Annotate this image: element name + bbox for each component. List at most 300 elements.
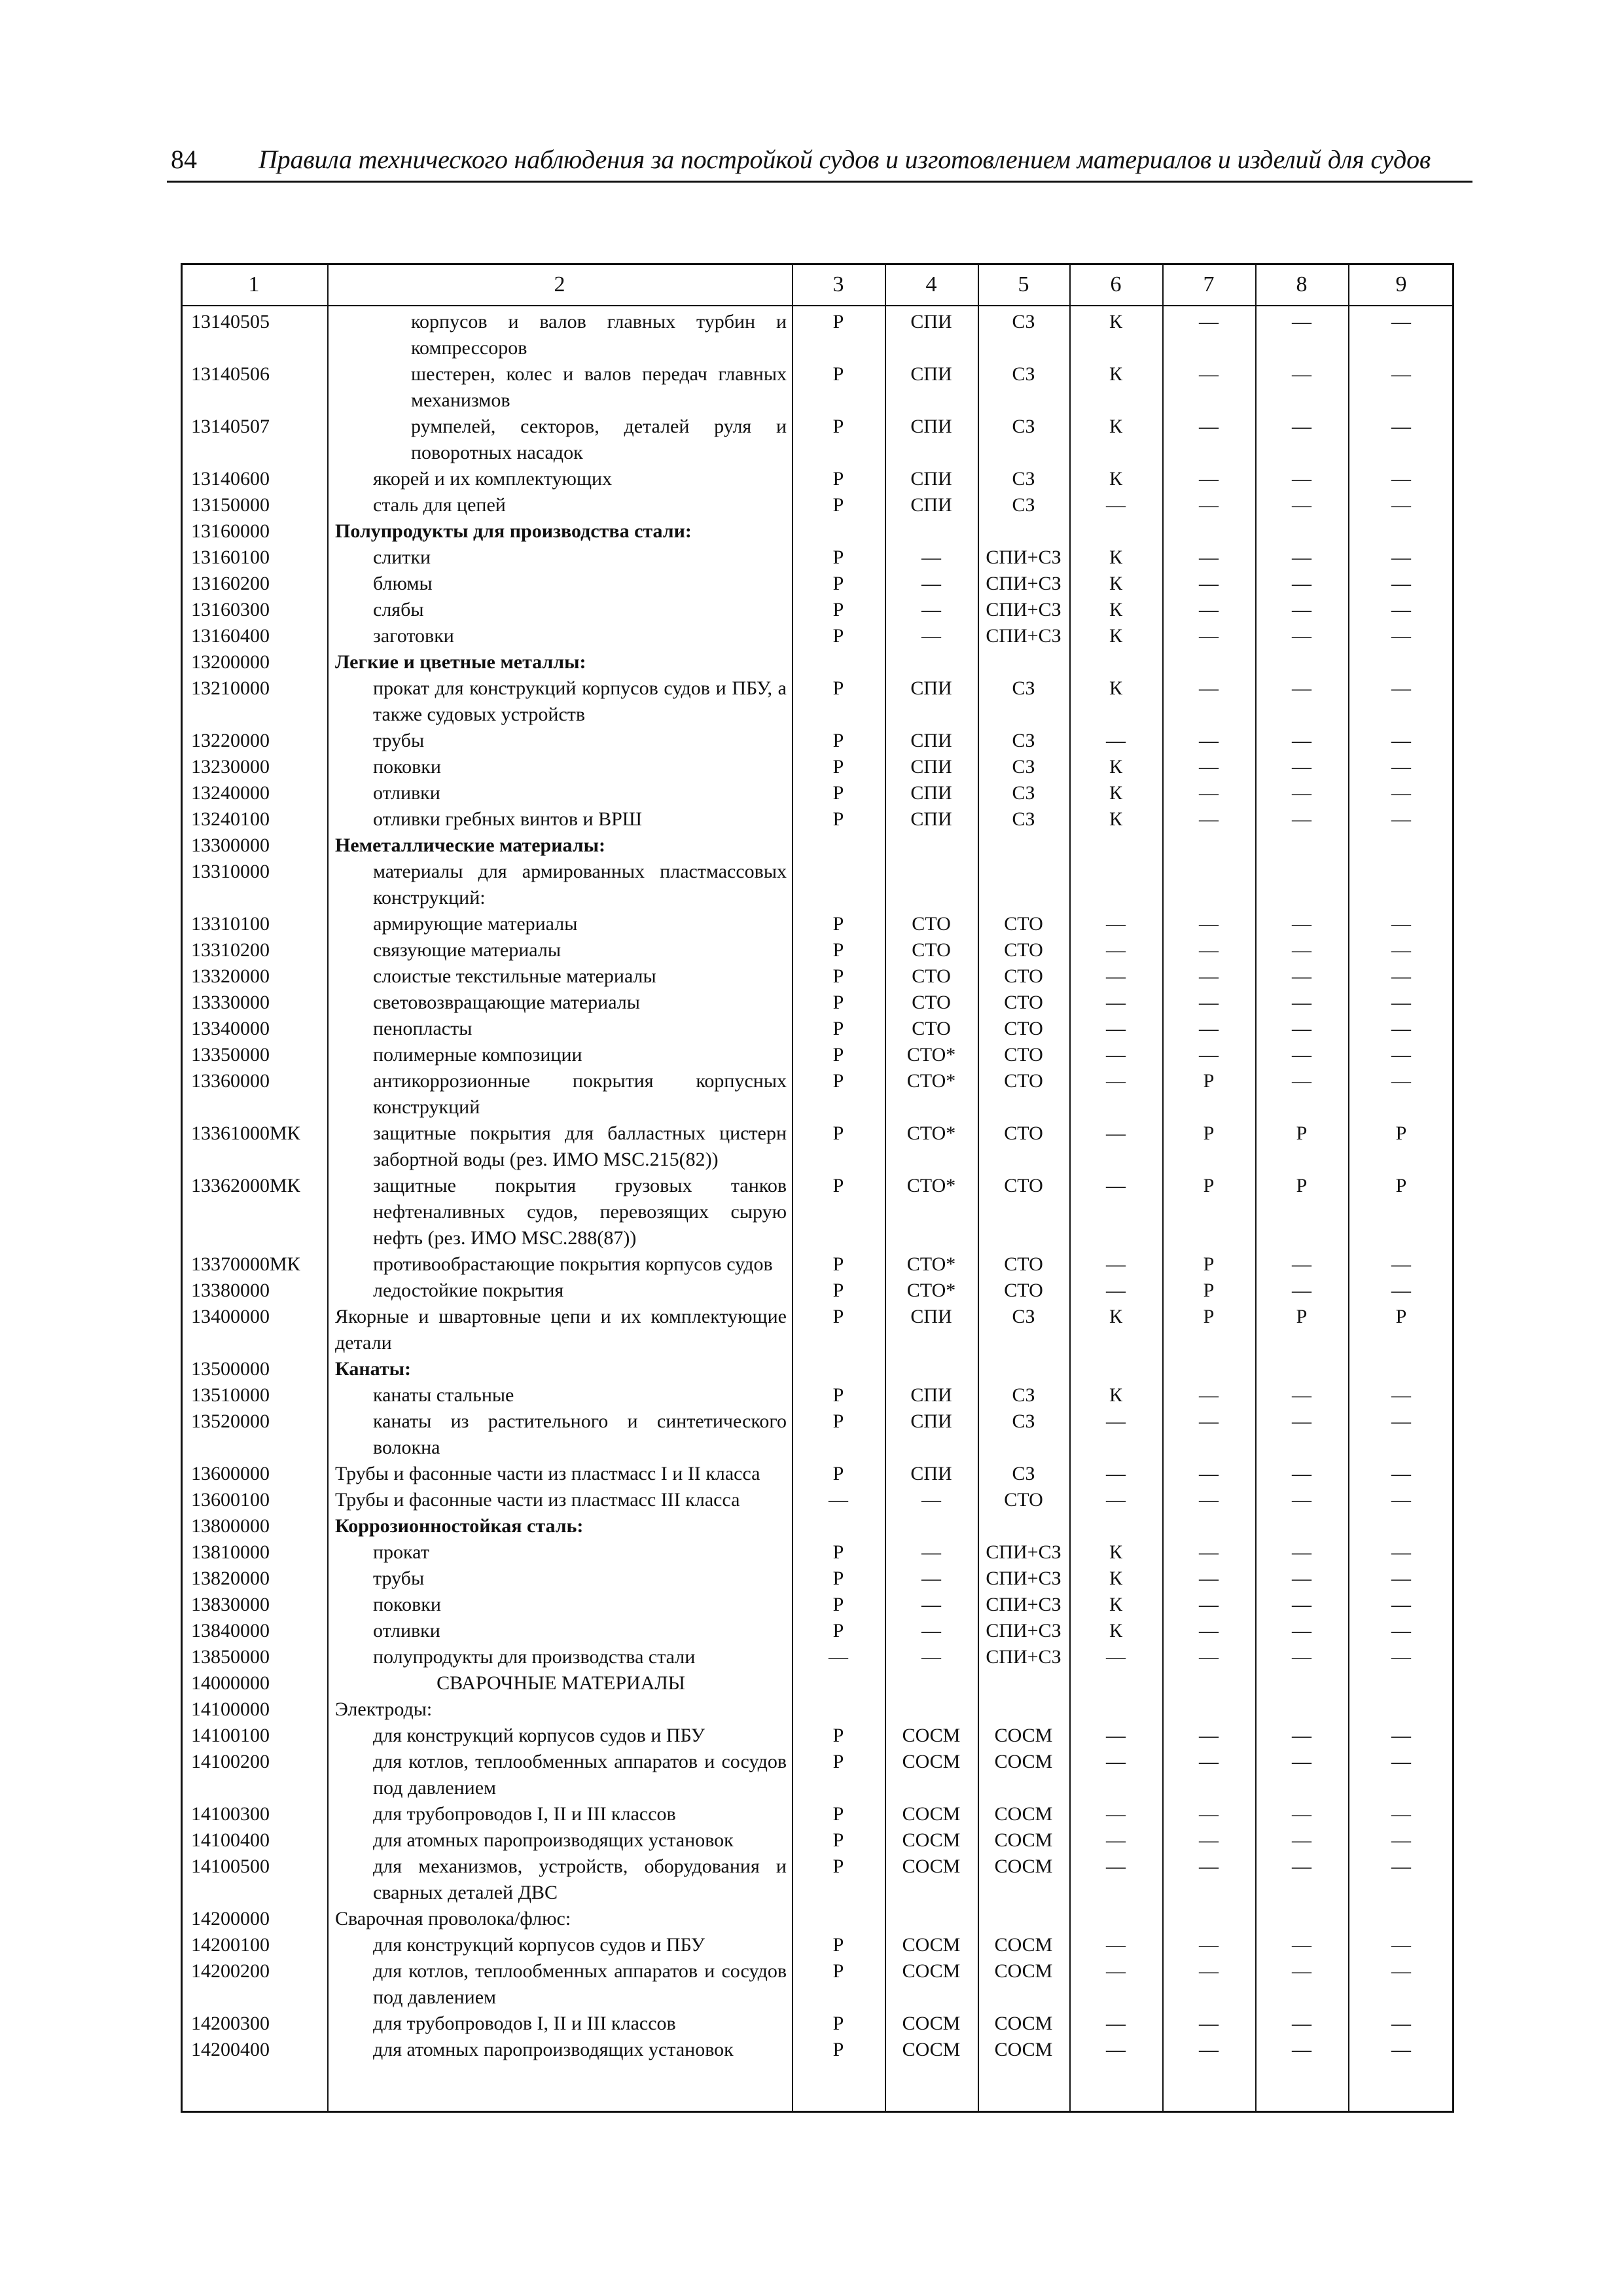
cell-col-6: К xyxy=(1109,808,1122,830)
cell-col-3: Р xyxy=(832,677,844,699)
cell-col-8: — xyxy=(1292,1463,1311,1484)
material-name: для конструкций корпусов судов и ПБУ xyxy=(373,1725,705,1746)
table-row xyxy=(0,1618,1623,1644)
cell-col-7: — xyxy=(1199,494,1219,516)
table-row xyxy=(0,1723,1623,1749)
cell-col-5: СОСМ xyxy=(994,1934,1053,1956)
material-code: 13240100 xyxy=(191,808,270,830)
cell-col-9: — xyxy=(1391,1829,1411,1851)
material-name: Канаты: xyxy=(335,1358,412,1380)
material-name: отливки xyxy=(373,1620,440,1641)
cell-col-3: Р xyxy=(832,1306,844,1327)
material-code: 13300000 xyxy=(191,834,270,856)
cell-col-9: — xyxy=(1391,1253,1411,1275)
cell-col-5: СТО xyxy=(1004,913,1043,935)
cell-col-9: — xyxy=(1391,1856,1411,1877)
table-row xyxy=(0,1121,1623,1173)
material-code: 13350000 xyxy=(191,1044,270,1066)
material-code: 14100000 xyxy=(191,1698,270,1720)
cell-col-4: СОСМ xyxy=(902,2039,961,2060)
cell-col-7: — xyxy=(1199,1594,1219,1615)
table-row xyxy=(0,911,1623,937)
cell-col-4: СПИ xyxy=(910,756,952,778)
table-row xyxy=(0,754,1623,780)
cell-col-3: Р xyxy=(832,363,844,385)
cell-col-6: — xyxy=(1106,1253,1126,1275)
cell-col-5: СОСМ xyxy=(994,2013,1053,2034)
material-name: слябы xyxy=(373,599,424,620)
cell-col-7: Р xyxy=(1203,1253,1215,1275)
cell-col-5: СПИ+СЗ xyxy=(986,1594,1061,1615)
cell-col-6: К xyxy=(1109,756,1122,778)
cell-col-5: СТО xyxy=(1004,965,1043,987)
page-number: 84 xyxy=(171,145,197,174)
cell-col-4: СПИ xyxy=(910,416,952,437)
table-row xyxy=(0,492,1623,518)
cell-col-3: Р xyxy=(832,1253,844,1275)
cell-col-5: СЗ xyxy=(1012,756,1035,778)
cell-col-6: К xyxy=(1109,363,1122,385)
material-code: 13210000 xyxy=(191,677,270,699)
cell-col-5: СОСМ xyxy=(994,1960,1053,1982)
cell-col-3: Р xyxy=(832,573,844,594)
cell-col-3: Р xyxy=(832,808,844,830)
cell-col-9: — xyxy=(1391,416,1411,437)
table-row xyxy=(0,649,1623,675)
cell-col-5: СЗ xyxy=(1012,730,1035,751)
cell-col-9: — xyxy=(1391,1934,1411,1956)
table-row xyxy=(0,1356,1623,1382)
cell-col-9: — xyxy=(1391,1541,1411,1563)
material-code: 13310200 xyxy=(191,939,270,961)
cell-col-7: — xyxy=(1199,1568,1219,1589)
cell-col-4: СТО xyxy=(912,1018,951,1039)
cell-col-9: — xyxy=(1391,730,1411,751)
cell-col-7: Р xyxy=(1203,1175,1215,1196)
cell-col-4: СПИ xyxy=(910,494,952,516)
cell-col-4: СПИ xyxy=(910,782,952,804)
cell-col-9: — xyxy=(1391,1489,1411,1511)
material-code: 13830000 xyxy=(191,1594,270,1615)
cell-col-7: — xyxy=(1199,1410,1219,1432)
cell-col-6: — xyxy=(1106,1803,1126,1825)
cell-col-6: — xyxy=(1106,913,1126,935)
cell-col-6: — xyxy=(1106,1489,1126,1511)
cell-col-4: — xyxy=(921,573,941,594)
cell-col-5: СПИ+СЗ xyxy=(986,547,1061,568)
cell-col-8: — xyxy=(1292,311,1311,332)
material-code: 13140600 xyxy=(191,468,270,490)
material-code: 13510000 xyxy=(191,1384,270,1406)
cell-col-6: — xyxy=(1106,1646,1126,1668)
cell-col-9: — xyxy=(1391,756,1411,778)
cell-col-8: — xyxy=(1292,1568,1311,1589)
cell-col-7: — xyxy=(1199,468,1219,490)
cell-col-4: — xyxy=(921,625,941,647)
material-name: трубы xyxy=(373,1568,425,1589)
cell-col-6: К xyxy=(1109,311,1122,332)
cell-col-4: СОСМ xyxy=(902,1829,961,1851)
cell-col-9: Р xyxy=(1395,1175,1407,1196)
cell-col-5: СЗ xyxy=(1012,782,1035,804)
cell-col-3: Р xyxy=(832,756,844,778)
cell-col-7: — xyxy=(1199,1934,1219,1956)
material-code: 13140507 xyxy=(191,416,270,437)
cell-col-7: — xyxy=(1199,1620,1219,1641)
cell-col-5: СТО xyxy=(1004,992,1043,1013)
cell-col-6: — xyxy=(1106,1725,1126,1746)
table-row xyxy=(0,2011,1623,2037)
table-row xyxy=(0,1801,1623,1827)
cell-col-4: СПИ xyxy=(910,311,952,332)
material-code: 13140506 xyxy=(191,363,270,385)
cell-col-6: — xyxy=(1106,1175,1126,1196)
cell-col-5: СПИ+СЗ xyxy=(986,1646,1061,1668)
material-code: 14100100 xyxy=(191,1725,270,1746)
cell-col-3: Р xyxy=(832,913,844,935)
cell-col-6: — xyxy=(1106,1410,1126,1432)
cell-col-7: — xyxy=(1199,1960,1219,1982)
table-row xyxy=(0,1566,1623,1592)
cell-col-9: Р xyxy=(1395,1306,1407,1327)
material-name: пенопласты xyxy=(373,1018,473,1039)
material-name: для атомных паропроизводящих установок xyxy=(373,2039,734,2060)
cell-col-6: — xyxy=(1106,939,1126,961)
cell-col-9: — xyxy=(1391,2013,1411,2034)
cell-col-9: — xyxy=(1391,547,1411,568)
cell-col-5: СПИ+СЗ xyxy=(986,1541,1061,1563)
table-row xyxy=(0,1042,1623,1068)
cell-col-9: — xyxy=(1391,1070,1411,1092)
material-code: 14200000 xyxy=(191,1908,270,1929)
material-code: 13600000 xyxy=(191,1463,270,1484)
cell-col-3: Р xyxy=(832,1568,844,1589)
cell-col-9: — xyxy=(1391,1594,1411,1615)
table-row xyxy=(0,780,1623,806)
material-name: Сварочная проволока/флюс: xyxy=(335,1908,571,1929)
cell-col-5: СЗ xyxy=(1012,1306,1035,1327)
material-name: противообрастающие покрытия корпусов судов xyxy=(373,1253,773,1275)
material-code: 13160300 xyxy=(191,599,270,620)
table-row xyxy=(0,518,1623,545)
cell-col-3: Р xyxy=(832,730,844,751)
cell-col-8: — xyxy=(1292,1018,1311,1039)
cell-col-8: Р xyxy=(1296,1175,1308,1196)
cell-col-6: К xyxy=(1109,1306,1122,1327)
material-name: полупродукты для производства стали xyxy=(373,1646,696,1668)
cell-col-6: — xyxy=(1106,1960,1126,1982)
cell-col-5: СПИ+СЗ xyxy=(986,599,1061,620)
table-row xyxy=(0,1382,1623,1408)
cell-col-6: К xyxy=(1109,625,1122,647)
column-header-5: 5 xyxy=(1018,272,1029,296)
material-name: Неметаллические материалы: xyxy=(335,834,605,856)
cell-col-3: Р xyxy=(832,625,844,647)
cell-col-4: — xyxy=(921,1541,941,1563)
material-code: 13840000 xyxy=(191,1620,270,1641)
cell-col-4: СТО xyxy=(912,965,951,987)
material-name: для трубопроводов I, II и III классов xyxy=(373,1803,676,1825)
cell-col-7: — xyxy=(1199,573,1219,594)
cell-col-7: — xyxy=(1199,939,1219,961)
cell-col-5: СОСМ xyxy=(994,1751,1053,1772)
cell-col-8: — xyxy=(1292,808,1311,830)
cell-col-9: — xyxy=(1391,1044,1411,1066)
table-row xyxy=(0,1670,1623,1696)
cell-col-8: — xyxy=(1292,2013,1311,2034)
cell-col-7: Р xyxy=(1203,1306,1215,1327)
cell-col-9: — xyxy=(1391,573,1411,594)
cell-col-9: — xyxy=(1391,1803,1411,1825)
cell-col-4: СОСМ xyxy=(902,2013,961,2034)
table-row xyxy=(0,833,1623,859)
material-name: для конструкций корпусов судов и ПБУ xyxy=(373,1934,705,1956)
material-name: СВАРОЧНЫЕ МАТЕРИАЛЫ xyxy=(437,1672,685,1694)
cell-col-5: СЗ xyxy=(1012,677,1035,699)
cell-col-3: Р xyxy=(832,992,844,1013)
material-name: заготовки xyxy=(373,625,454,647)
cell-col-3: — xyxy=(829,1489,848,1511)
cell-col-5: СТО xyxy=(1004,1070,1043,1092)
cell-col-5: СЗ xyxy=(1012,808,1035,830)
cell-col-8: — xyxy=(1292,1751,1311,1772)
cell-col-7: Р xyxy=(1203,1280,1215,1301)
table-row xyxy=(0,1749,1623,1801)
cell-col-8: — xyxy=(1292,1725,1311,1746)
table-row xyxy=(0,1958,1623,2011)
material-name: слоистые текстильные материалы xyxy=(373,965,656,987)
cell-col-5: СОСМ xyxy=(994,2039,1053,2060)
cell-col-4: СОСМ xyxy=(902,1803,961,1825)
table-row xyxy=(0,623,1623,649)
cell-col-5: СПИ+СЗ xyxy=(986,1568,1061,1589)
table-row xyxy=(0,1932,1623,1958)
cell-col-5: СТО xyxy=(1004,1489,1043,1511)
cell-col-6: К xyxy=(1109,1568,1122,1589)
material-code: 13240000 xyxy=(191,782,270,804)
cell-col-8: — xyxy=(1292,1253,1311,1275)
cell-col-4: СПИ xyxy=(910,1306,952,1327)
cell-col-4: СТО* xyxy=(906,1280,956,1301)
material-code: 13361000МК xyxy=(191,1122,300,1144)
material-name: полимерные композиции xyxy=(373,1044,582,1066)
material-code: 14100500 xyxy=(191,1856,270,1877)
cell-col-6: — xyxy=(1106,1934,1126,1956)
cell-col-7: — xyxy=(1199,1541,1219,1563)
cell-col-7: — xyxy=(1199,1829,1219,1851)
table-row xyxy=(0,859,1623,911)
cell-col-9: — xyxy=(1391,808,1411,830)
cell-col-3: Р xyxy=(832,1751,844,1772)
cell-col-8: — xyxy=(1292,363,1311,385)
column-header-9: 9 xyxy=(1395,272,1407,296)
table-row xyxy=(0,1408,1623,1461)
table-row xyxy=(0,675,1623,728)
cell-col-5: СЗ xyxy=(1012,1384,1035,1406)
cell-col-3: Р xyxy=(832,1541,844,1563)
material-code: 13160200 xyxy=(191,573,270,594)
cell-col-7: — xyxy=(1199,965,1219,987)
material-name: для котлов, теплообменных аппаратов и сосудов под давлением xyxy=(373,1960,787,2008)
cell-col-4: СТО xyxy=(912,939,951,961)
cell-col-8: — xyxy=(1292,599,1311,620)
cell-col-7: — xyxy=(1199,1384,1219,1406)
cell-col-3: Р xyxy=(832,1594,844,1615)
cell-col-5: СЗ xyxy=(1012,311,1035,332)
cell-col-4: — xyxy=(921,599,941,620)
material-code: 13160000 xyxy=(191,520,270,542)
material-name: Трубы и фасонные части из пластмасс I и II класса xyxy=(335,1463,760,1484)
cell-col-5: СПИ+СЗ xyxy=(986,1620,1061,1641)
material-name: Коррозионностойкая сталь: xyxy=(335,1515,584,1537)
cell-col-4: СПИ xyxy=(910,677,952,699)
cell-col-4: — xyxy=(921,1568,941,1589)
material-name: Якорные и швартовные цепи и их комплектующие детали xyxy=(335,1306,787,1354)
cell-col-3: Р xyxy=(832,2039,844,2060)
cell-col-5: СЗ xyxy=(1012,416,1035,437)
cell-col-9: — xyxy=(1391,468,1411,490)
table-row xyxy=(0,1251,1623,1278)
running-title: Правила технического наблюдения за постройкой судов и изготовлением материалов и изделий для судов xyxy=(259,145,1431,174)
cell-col-3: Р xyxy=(832,965,844,987)
cell-col-6: — xyxy=(1106,2039,1126,2060)
cell-col-9: — xyxy=(1391,992,1411,1013)
cell-col-3: Р xyxy=(832,1280,844,1301)
cell-col-9: — xyxy=(1391,782,1411,804)
material-name: румпелей, секторов, деталей руля и поворотных насадок xyxy=(411,416,787,463)
material-code: 13362000МК xyxy=(191,1175,300,1196)
cell-col-4: СОСМ xyxy=(902,1751,961,1772)
material-code: 13220000 xyxy=(191,730,270,751)
table-row xyxy=(0,597,1623,623)
cell-col-5: СТО xyxy=(1004,1253,1043,1275)
cell-col-7: — xyxy=(1199,311,1219,332)
cell-col-8: — xyxy=(1292,913,1311,935)
material-name: прокат для конструкций корпусов судов и ПБУ, а также судовых устройств xyxy=(373,677,787,725)
cell-col-6: — xyxy=(1106,992,1126,1013)
material-code: 13200000 xyxy=(191,651,270,673)
cell-col-7: — xyxy=(1199,1751,1219,1772)
cell-col-9: — xyxy=(1391,625,1411,647)
cell-col-4: СОСМ xyxy=(902,1960,961,1982)
cell-col-8: — xyxy=(1292,2039,1311,2060)
cell-col-9: — xyxy=(1391,1384,1411,1406)
cell-col-8: — xyxy=(1292,1489,1311,1511)
cell-col-3: Р xyxy=(832,1934,844,1956)
cell-col-8: — xyxy=(1292,1620,1311,1641)
material-code: 13310100 xyxy=(191,913,270,935)
cell-col-9: — xyxy=(1391,1960,1411,1982)
cell-col-3: — xyxy=(829,1646,848,1668)
cell-col-5: СТО xyxy=(1004,1018,1043,1039)
material-code: 13140505 xyxy=(191,311,270,332)
cell-col-6: — xyxy=(1106,1044,1126,1066)
material-name: Электроды: xyxy=(335,1698,433,1720)
cell-col-9: — xyxy=(1391,1751,1411,1772)
material-name: шестерен, колес и валов передач главных механизмов xyxy=(411,363,787,411)
table-row xyxy=(0,963,1623,990)
cell-col-5: СОСМ xyxy=(994,1856,1053,1877)
cell-col-3: Р xyxy=(832,468,844,490)
cell-col-6: — xyxy=(1106,1751,1126,1772)
table-row xyxy=(0,571,1623,597)
cell-col-6: К xyxy=(1109,599,1122,620)
material-code: 13360000 xyxy=(191,1070,270,1092)
cell-col-8: — xyxy=(1292,416,1311,437)
material-name: корпусов и валов главных турбин и компрессоров xyxy=(411,311,787,359)
cell-col-8: — xyxy=(1292,1280,1311,1301)
cell-col-4: СПИ xyxy=(910,468,952,490)
material-name: слитки xyxy=(373,547,431,568)
cell-col-8: — xyxy=(1292,782,1311,804)
cell-col-8: — xyxy=(1292,1594,1311,1615)
table-row xyxy=(0,2037,1623,2063)
cell-col-8: — xyxy=(1292,1960,1311,1982)
cell-col-6: — xyxy=(1106,1463,1126,1484)
cell-col-4: СПИ xyxy=(910,1384,952,1406)
cell-col-8: — xyxy=(1292,1044,1311,1066)
table-row xyxy=(0,1173,1623,1251)
table-row xyxy=(0,1827,1623,1854)
cell-col-8: — xyxy=(1292,1646,1311,1668)
cell-col-8: — xyxy=(1292,1856,1311,1877)
cell-col-9: — xyxy=(1391,311,1411,332)
cell-col-7: — xyxy=(1199,782,1219,804)
cell-col-4: СТО* xyxy=(906,1175,956,1196)
table-row xyxy=(0,1539,1623,1566)
cell-col-8: — xyxy=(1292,573,1311,594)
cell-col-9: — xyxy=(1391,363,1411,385)
table-row xyxy=(0,1461,1623,1487)
cell-col-6: К xyxy=(1109,547,1122,568)
cell-col-8: — xyxy=(1292,730,1311,751)
cell-col-9: Р xyxy=(1395,1122,1407,1144)
cell-col-7: — xyxy=(1199,599,1219,620)
material-name: для атомных паропроизводящих установок xyxy=(373,1829,734,1851)
table-row xyxy=(0,990,1623,1016)
cell-col-4: СТО* xyxy=(906,1044,956,1066)
column-header-4: 4 xyxy=(925,272,937,296)
cell-col-6: — xyxy=(1106,494,1126,516)
material-code: 13230000 xyxy=(191,756,270,778)
material-code: 13810000 xyxy=(191,1541,270,1563)
material-name: сталь для цепей xyxy=(373,494,506,516)
cell-col-8: — xyxy=(1292,1384,1311,1406)
material-code: 13160400 xyxy=(191,625,270,647)
material-name: ледостойкие покрытия xyxy=(373,1280,564,1301)
cell-col-5: СЗ xyxy=(1012,494,1035,516)
table-row xyxy=(0,1592,1623,1618)
material-code: 13150000 xyxy=(191,494,270,516)
cell-col-4: СТО xyxy=(912,913,951,935)
material-code: 13340000 xyxy=(191,1018,270,1039)
table-row xyxy=(0,309,1623,361)
cell-col-4: — xyxy=(921,547,941,568)
cell-col-8: Р xyxy=(1296,1122,1308,1144)
material-code: 13330000 xyxy=(191,992,270,1013)
material-name: блюмы xyxy=(373,573,433,594)
cell-col-4: СПИ xyxy=(910,730,952,751)
cell-col-9: — xyxy=(1391,1410,1411,1432)
cell-col-7: — xyxy=(1199,416,1219,437)
cell-col-6: К xyxy=(1109,782,1122,804)
cell-col-7: — xyxy=(1199,1463,1219,1484)
material-name: Легкие и цветные металлы: xyxy=(335,651,586,673)
cell-col-7: Р xyxy=(1203,1070,1215,1092)
cell-col-4: СПИ xyxy=(910,808,952,830)
cell-col-4: СОСМ xyxy=(902,1934,961,1956)
cell-col-6: — xyxy=(1106,965,1126,987)
